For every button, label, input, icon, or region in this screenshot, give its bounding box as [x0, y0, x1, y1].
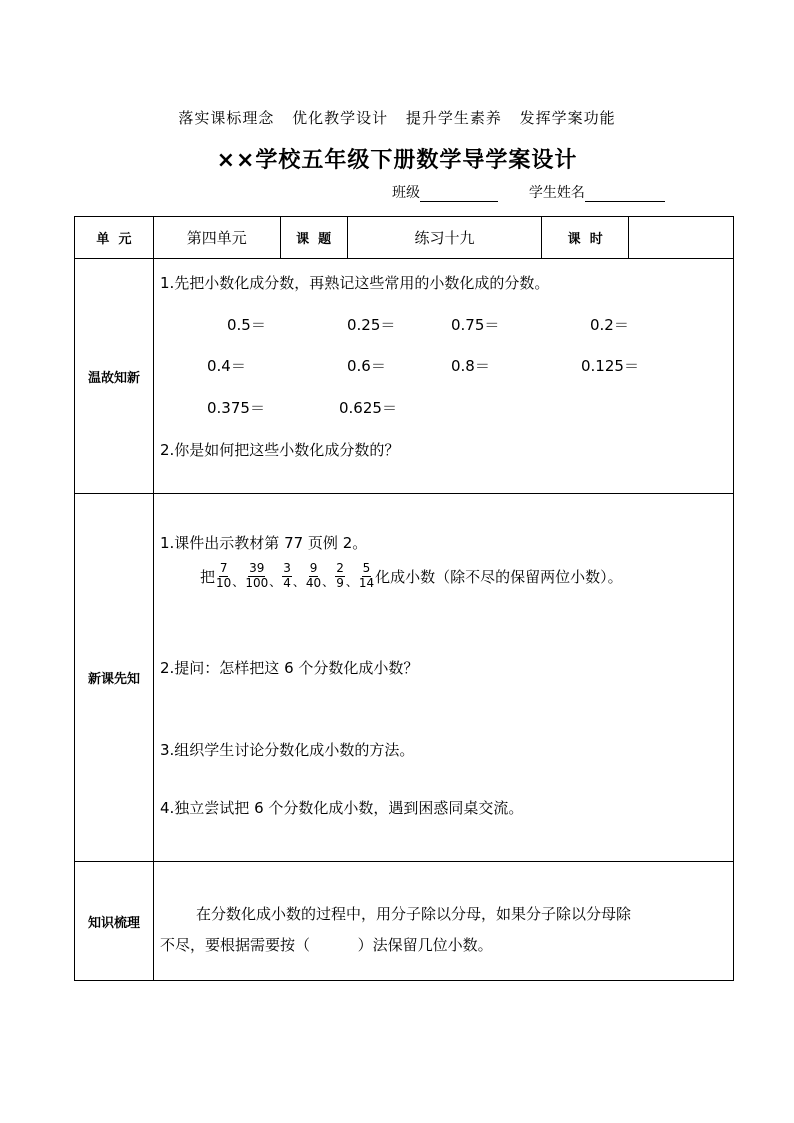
- fraction-suffix: 化成小数（除不尽的保留两位小数）。: [375, 567, 623, 586]
- class-blank[interactable]: [420, 187, 498, 202]
- fraction-separator: 、: [322, 574, 335, 589]
- page-title: ××学校五年级下册数学导学案设计: [216, 148, 578, 173]
- summary-line-1: 在分数化成小数的过程中，用分子除以分母，如果分子除以分母除: [196, 905, 632, 923]
- decimal-item: 0.125＝: [581, 357, 639, 375]
- fraction-separator: 、: [345, 574, 358, 589]
- fraction-separator: 、: [292, 574, 305, 589]
- student-name-label: 学生姓名: [528, 185, 585, 201]
- decimal-item: 0.25＝: [347, 316, 396, 334]
- fraction: $\frac{5}{14}$: [358, 561, 375, 590]
- topic-label: 课 题: [280, 217, 347, 259]
- fraction-separator: 、: [269, 574, 282, 589]
- class-label: 班级: [392, 185, 420, 201]
- step-4: 4.独立尝试把 6 个分数化成小数，遇到困惑同桌交流。: [160, 799, 524, 817]
- period-value[interactable]: [629, 217, 734, 259]
- decimal-item: 0.75＝: [451, 316, 500, 334]
- decimal-item: 0.375＝: [207, 399, 265, 417]
- step-2: 2.提问：怎样把这 6 个分数化成小数？: [160, 659, 419, 677]
- fraction: $\frac{2}{9}$: [336, 561, 344, 590]
- step-3: 3.组织学生讨论分数化成小数的方法。: [160, 741, 415, 759]
- slogan: 落实课标理念 优化教学设计 提升学生素养 发挥学案功能: [178, 109, 616, 127]
- fraction-separator: 、: [232, 574, 245, 589]
- student-name-blank[interactable]: [585, 187, 665, 202]
- fraction: $\frac{39}{100}$: [245, 561, 269, 590]
- fraction: $\frac{3}{4}$: [283, 561, 291, 590]
- summary-label: 知识梳理: [75, 862, 154, 981]
- unit-label: 单 元: [75, 217, 154, 259]
- decimal-item: 0.625＝: [339, 399, 397, 417]
- lesson-plan-table: [74, 216, 734, 981]
- decimal-item: 0.4＝: [207, 357, 246, 375]
- step-1: 1.课件出示教材第 77 页例 2。: [160, 534, 368, 552]
- review-question-1: 1.先把小数化成分数，再熟记这些常用的小数化成的分数。: [160, 274, 550, 292]
- new-lesson-label: 新课先知: [75, 494, 154, 862]
- fraction: $\frac{9}{40}$: [305, 561, 322, 590]
- decimal-item: 0.6＝: [347, 357, 386, 375]
- topic-value: 练习十九: [347, 217, 542, 259]
- decimal-item: 0.5＝: [227, 316, 266, 334]
- fraction: $\frac{7}{10}$: [216, 561, 232, 590]
- class-name-line: [392, 182, 665, 202]
- summary-line-2: 不尽，要根据需要按（ ）法保留几位小数。: [160, 936, 493, 954]
- fraction-prefix: 把: [200, 567, 216, 586]
- fraction-line: [200, 562, 623, 591]
- period-label: 课 时: [542, 217, 629, 259]
- review-label: 温故知新: [75, 259, 154, 494]
- decimal-item: 0.2＝: [590, 316, 629, 334]
- review-question-2: 2.你是如何把这些小数化成分数的？: [160, 441, 400, 459]
- decimal-item: 0.8＝: [451, 357, 490, 375]
- unit-value: 第四单元: [153, 217, 280, 259]
